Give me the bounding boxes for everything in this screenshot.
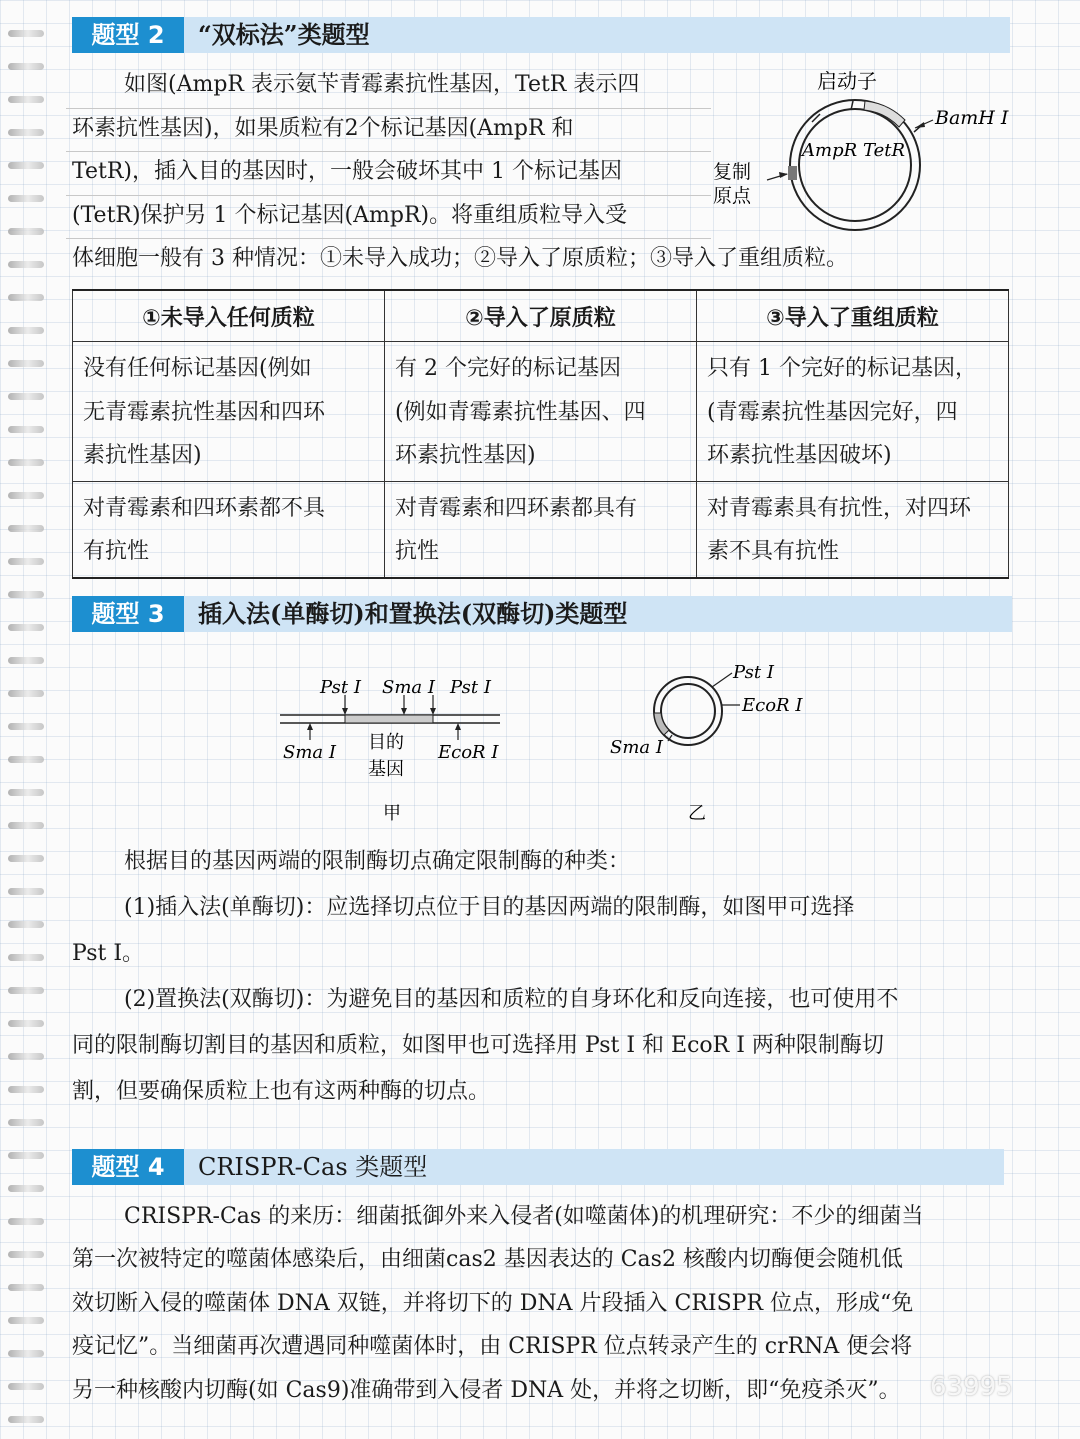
binding-ring [8, 327, 44, 334]
sec3-line-1: 根据目的基因两端的限制酶切点确定限制酶的种类： [124, 849, 631, 874]
sma-label: Sma Ⅰ [610, 737, 663, 758]
section-tag: 题型 3 [72, 596, 184, 632]
binding-ring [8, 1020, 44, 1027]
section-title: “双标法”类题型 [198, 20, 370, 49]
table-cell-line: 环素抗性基因破坏) [707, 443, 892, 468]
sec4-line-3: 效切断入侵的噬菌体 DNA 双链，并将切下的 DNA 片段插入 CRISPR 位点，形成“免 [72, 1291, 914, 1316]
binding-ring [8, 1284, 44, 1291]
binding-ring [8, 294, 44, 301]
binding-ring [8, 1086, 44, 1093]
sec2-line-1: 如图(AmpR 表示氨苄青霉素抗性基因，TetR 表示四 [124, 72, 640, 97]
sec4-line-4: 疫记忆”。当细菌再次遭遇同种噬菌体时，由 CRISPR 位点转录产生的 crRNA 便会将 [72, 1334, 913, 1359]
binding-ring [8, 723, 44, 730]
pst-label: Pst Ⅰ [733, 662, 774, 683]
figure-jia [270, 655, 520, 834]
binding-ring [8, 1383, 44, 1390]
sec4-line-5: 另一种核酸内切酶(如 Cas9)准确带到入侵者 DNA 处，并将之切断，即“免疫杀灭”。 [72, 1378, 901, 1403]
table-cell-line: 抗性 [395, 539, 440, 564]
binding-ring [8, 1416, 44, 1423]
plasmid-figure [705, 60, 1015, 254]
figure-yi [600, 655, 830, 834]
ori-label-1: 复制 [713, 161, 752, 183]
binding-ring [8, 855, 44, 862]
table-cell-line: 没有任何标记基因(例如 [83, 356, 312, 381]
ecor-label: EcoR Ⅰ [742, 695, 803, 716]
figure-caption: 甲 [383, 803, 401, 824]
binding-ring [8, 987, 44, 994]
sec2-line-3: TetR)，插入目的基因时，一般会破坏其中 1 个标记基因 [72, 159, 622, 184]
table-cell-line: 有 2 个完好的标记基因 [395, 356, 621, 381]
binding-ring [8, 393, 44, 400]
binding-ring [8, 1185, 44, 1192]
ecor-label: EcoR Ⅰ [438, 742, 499, 763]
binding-ring [8, 525, 44, 532]
binding-ring [8, 558, 44, 565]
binding-ring [8, 162, 44, 169]
sec3-line-2: (1)插入法(单酶切)：应选择切点位于目的基因两端的限制酶，如图甲可选择 [124, 895, 855, 920]
binding-ring [8, 30, 44, 37]
binding-ring [8, 1119, 44, 1126]
table-cell-line: 环素抗性基因) [395, 443, 536, 468]
table-cell-line: 素不具有抗性 [707, 539, 840, 564]
table-header: ①未导入任何质粒 [73, 290, 385, 342]
bamh-label: BamH Ⅰ [935, 107, 1009, 129]
section-tag: 题型 4 [72, 1149, 184, 1185]
sec3-line-4: (2)置换法(双酶切)：为避免目的基因和质粒的自身环化和反向连接，也可使用不 [124, 987, 899, 1012]
figure-caption: 乙 [688, 803, 706, 824]
binding-ring [8, 954, 44, 961]
section-tag: 题型 2 [72, 17, 184, 53]
table-header: ②导入了原质粒 [385, 290, 697, 342]
binding-ring [8, 822, 44, 829]
section-title: 插入法(单酶切)和置换法(双酶切)类题型 [198, 599, 628, 628]
table-cell-line: 对青霉素和四环素都不具 [83, 495, 326, 521]
binding-ring [8, 1350, 44, 1357]
binding-ring [8, 1317, 44, 1324]
binding-ring [8, 459, 44, 466]
table-cell-line: 对青霉素和四环素都具有 [395, 495, 638, 521]
binding-ring [8, 1218, 44, 1225]
binding-ring [8, 228, 44, 235]
ori-label-2: 原点 [713, 185, 752, 207]
binding-ring [8, 789, 44, 796]
binding-ring [8, 63, 44, 70]
section-header-4 [72, 1149, 1004, 1185]
binding-ring [8, 1251, 44, 1258]
binding-ring [8, 492, 44, 499]
binding-ring [8, 657, 44, 664]
binding-ring [8, 129, 44, 136]
pst-label: Pst Ⅰ [450, 677, 491, 698]
sec3-line-6: 割，但要确保质粒上也有这两种酶的切点。 [72, 1079, 491, 1104]
gene-label-2: 基因 [368, 759, 404, 780]
binding-ring [8, 921, 44, 928]
table-cell-line: (青霉素抗性基因完好，四 [707, 399, 958, 425]
sec3-line-5: 同的限制酶切割目的基因和质粒，如图甲也可选择用 Pst Ⅰ 和 EcoR Ⅰ 两种限制酶切 [72, 1033, 884, 1058]
tet-label: TetR [863, 140, 906, 161]
sec4-line-2: 第一次被特定的噬菌体感染后，由细菌cas2 基因表达的 Cas2 核酸内切酶便会随机低 [72, 1247, 903, 1272]
notebook-binding [0, 0, 52, 1439]
table-cell-line: 无青霉素抗性基因和四环 [83, 399, 326, 425]
section-header-3 [72, 596, 1012, 632]
binding-ring [8, 624, 44, 631]
amp-label: AmpR [802, 140, 858, 161]
table-row [73, 342, 1009, 482]
binding-ring [8, 591, 44, 598]
binding-ring [8, 195, 44, 202]
table-row [73, 481, 1009, 578]
binding-ring [8, 96, 44, 103]
watermark: 63995 [930, 1372, 1013, 1402]
binding-ring [8, 360, 44, 367]
sec2-line-5: 体细胞一般有 3 种情况：①未导入成功；②导入了原质粒；③导入了重组质粒。 [72, 246, 848, 271]
binding-ring [8, 261, 44, 268]
sec2-line-2: 环素抗性基因)，如果质粒有2个标记基因(AmpR 和 [72, 116, 574, 141]
gene-label-1: 目的 [368, 732, 404, 753]
table-cell-line: 只有 1 个完好的标记基因， [707, 356, 977, 381]
sma-label: Sma Ⅰ [382, 677, 435, 698]
section-title: CRISPR-Cas 类题型 [198, 1153, 428, 1181]
sec3-line-3: Pst Ⅰ。 [72, 941, 145, 966]
table-cell-line: (例如青霉素抗性基因、四 [395, 399, 646, 425]
section-header-2 [72, 17, 1010, 53]
binding-ring [8, 756, 44, 763]
pst-label: Pst Ⅰ [320, 677, 361, 698]
table-cell-line: 对青霉素具有抗性，对四环 [707, 495, 972, 521]
binding-ring [8, 1152, 44, 1159]
sma-label: Sma Ⅰ [283, 742, 336, 763]
sec2-line-4: (TetR)保护另 1 个标记基因(AmpR)。将重组质粒导入受 [72, 203, 628, 228]
promoter-label: 启动子 [817, 69, 877, 93]
sec4-line-1: CRISPR-Cas 的来历：细菌抵御外来入侵者(如噬菌体)的机理研究：不少的细菌当 [124, 1204, 924, 1229]
table-cell-line: 素抗性基因) [83, 443, 202, 468]
binding-ring [8, 1053, 44, 1060]
binding-ring [8, 888, 44, 895]
table-cell-line: 有抗性 [83, 539, 150, 564]
binding-ring [8, 426, 44, 433]
comparison-table [72, 289, 1009, 579]
binding-ring [8, 690, 44, 697]
table-header: ③导入了重组质粒 [697, 290, 1009, 342]
